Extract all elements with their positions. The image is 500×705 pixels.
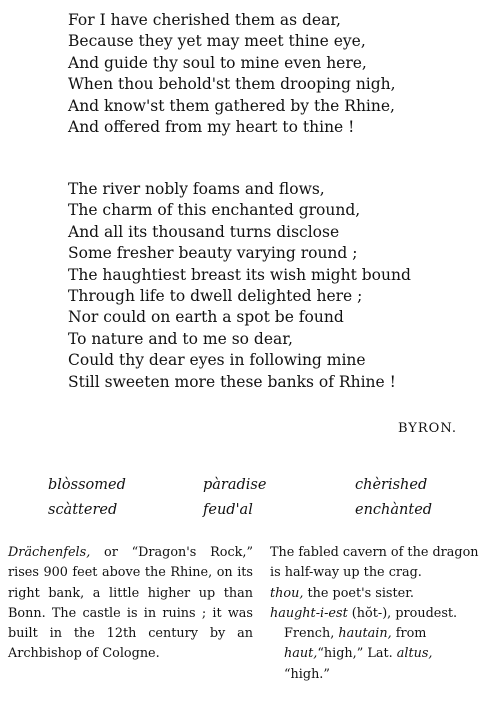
word-entry: feud'al [203,502,253,518]
note-text: or “Dragon's Rock,” rises 900 feet above the Rhine, on its right bank, a little higher up than Bonn. The castle is in ruins ; it was built in the 12th century by an Archbishop of Cologne. [8,545,253,662]
poem-line: Could thy dear eyes in following mine [68,351,366,370]
poem-line: Because they yet may meet thine eye, [68,32,366,51]
note-etymology [270,624,480,685]
note-term: thou, [270,585,304,601]
poem-line: And all its thousand turns disclose [68,222,340,241]
poem-line: The haughtiest breast its wish might bound [68,265,411,284]
poem-line: The charm of this enchanted ground, [68,201,361,220]
note-text: French, [284,626,339,642]
poem-line: For I have cherished them as dear, [68,11,341,29]
note-thou [270,584,480,604]
note-term: haught-i-est [270,605,348,621]
poem-line: Nor could on earth a spot be found [68,308,344,327]
note-text: “high.” [284,666,330,682]
notes-right-column [270,543,480,685]
poem-line: And know'st them gathered by the Rhine, [68,96,395,115]
pronunciation-word-list [0,474,500,524]
note-haughtiest [270,604,480,624]
poem-line: Some fresher beauty varying round ; [68,244,358,263]
poem-line: And guide thy soul to mine even here, [68,53,367,72]
word-entry: pàradise [203,477,267,493]
word-entry: blòssomed [48,477,126,493]
note-term: haut, [284,646,318,662]
word-entry: enchànted [355,502,433,518]
poem-line: When thou behold'st them drooping nigh, [68,75,396,94]
word-entry: scàttered [48,502,118,518]
note-term: hautain, [338,626,392,642]
note-text: (hŏt-), proudest. [347,605,458,621]
poem-attribution: BYRON. [397,421,457,436]
poem-line: Still sweeten more these banks of Rhine ! [68,372,396,391]
word-entry: chèrished [355,477,428,493]
note-term: altus, [396,646,433,662]
note-drachenfels [8,543,253,665]
poem-line: And offered from my heart to thine ! [68,118,355,137]
poem-line: Through life to dwell delighted here ; [68,287,363,306]
note-text: “high,” Lat. [317,646,397,662]
poem-stanza-2 [68,179,411,393]
note-term: Drächenfels, [8,545,91,560]
note-text: the poet's sister. [303,585,414,601]
note-text: from [391,626,427,642]
poem-stanza-1 [68,10,396,138]
poem-line: To nature and to me so dear, [68,329,293,348]
notes-left-column [8,543,253,665]
poem-line: The river nobly foams and flows, [68,180,325,198]
note-fabled-cavern: The fabled cavern of the dragon is half-way up the crag. [270,545,479,581]
